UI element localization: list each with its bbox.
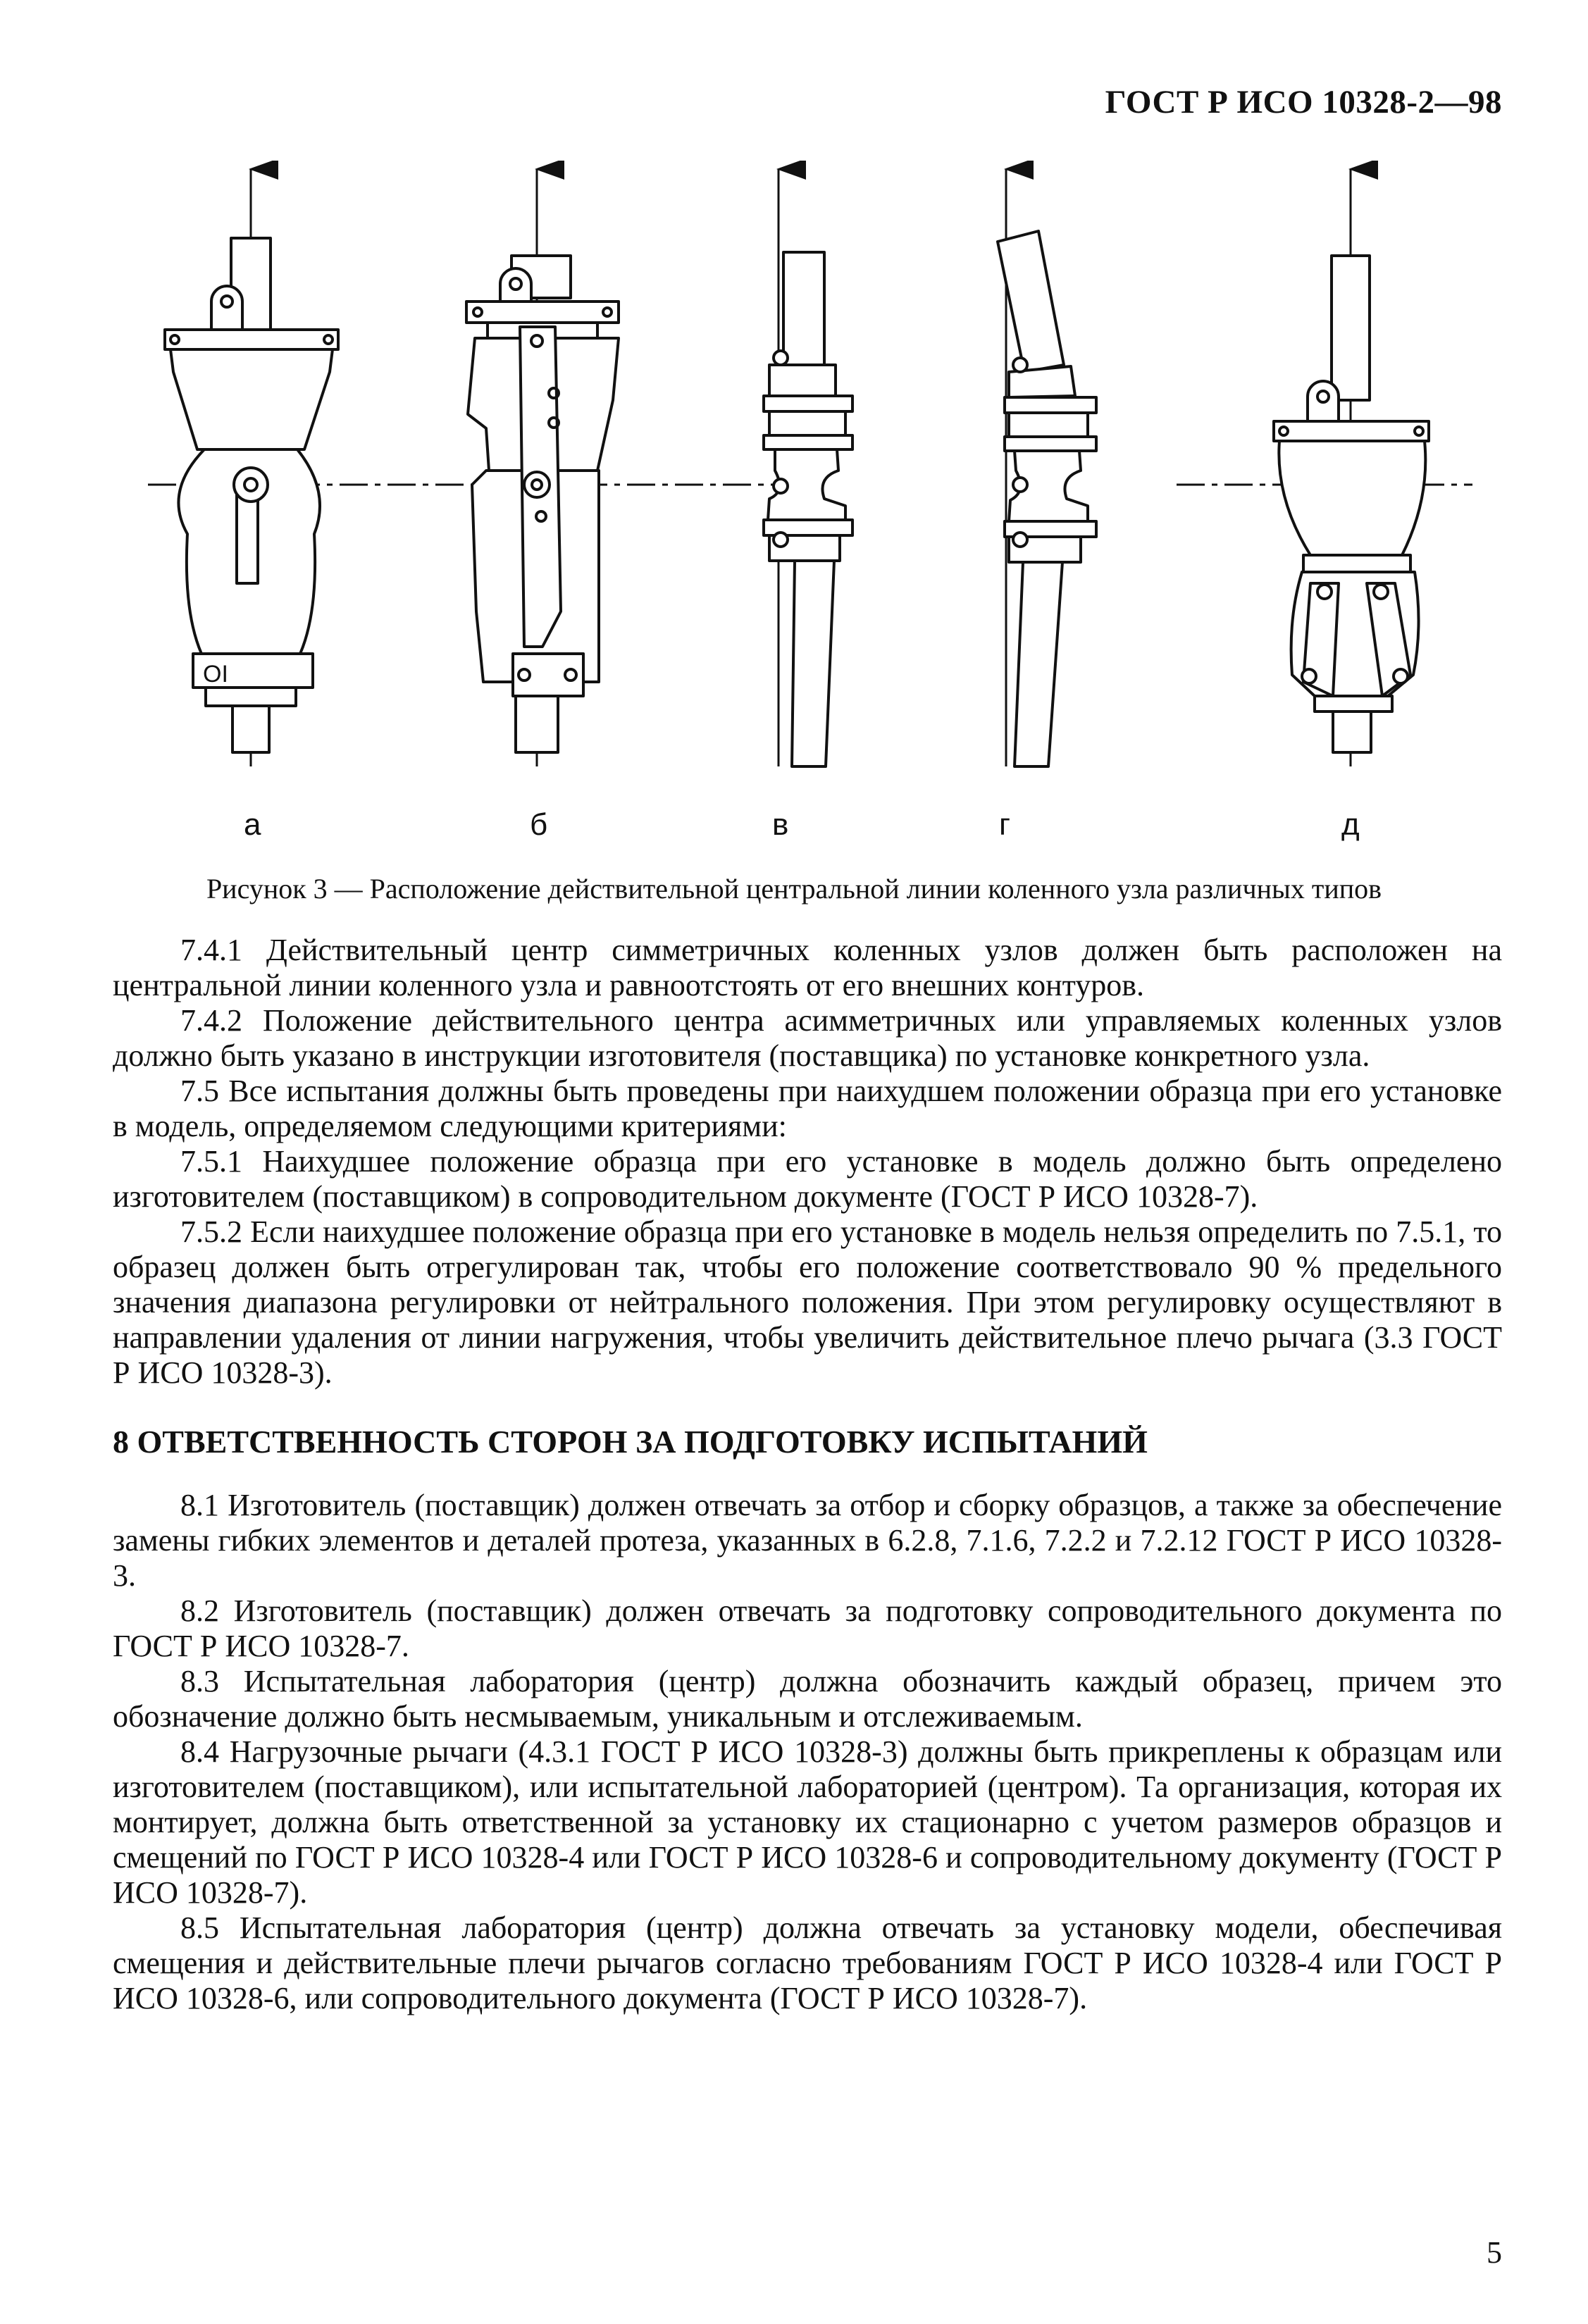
figure-knee-units <box>120 161 1487 872</box>
panel-label-a: а <box>244 807 261 842</box>
panel-label-b: б <box>530 807 548 842</box>
panel-label-d: д <box>1341 807 1360 842</box>
paragraph-8-3: 8.3 Испытательная лаборатория (центр) должна обозначить каждый образец, причем это обозначение должно быть несмываемым, уникальным и отслеживаемым. <box>113 1664 1502 1734</box>
paragraph-8-4: 8.4 Нагрузочные рычаги (4.3.1 ГОСТ Р ИСО 10328-3) должны быть прикреплены к образцам или изготовителем (поставщиком), или испытательной лабораторией (центром). Та организация, которая их монтирует, должна быть ответственной за установку их стационарно с учетом размеров образцов и смещений по ГОСТ Р ИСО 10328-4 или ГОСТ Р ИСО 10328-6 и сопроводительному документу (ГОСТ Р ИСО 10328-7). <box>113 1734 1502 1910</box>
page-number: 5 <box>1487 2235 1502 2270</box>
paragraph-7-4-1: 7.4.1 Действительный центр симметричных коленных узлов должен быть расположен на центральной линии коленного узла и равноотстоять от его внешних контуров. <box>113 933 1502 1002</box>
knee-units-drawing <box>120 161 1487 872</box>
paragraph-7-5-1: 7.5.1 Наихудшее положение образца при его установке в модель должно быть определено изготовителем (поставщиком) в сопроводительном документе (ГОСТ Р ИСО 10328-7). <box>113 1144 1502 1214</box>
paragraph-7-5: 7.5 Все испытания должны быть проведены при наихудшем положении образца при его установке в модель, определяемом следующими критериями: <box>113 1074 1502 1143</box>
knee-unit-b <box>466 169 619 766</box>
paragraph-8-1: 8.1 Изготовитель (поставщик) должен отвечать за отбор и сборку образцов, а также за обеспечение замены гибких элементов и деталей протеза, указанных в 6.2.8, 7.1.6, 7.2.2 и 7.2.12 ГОСТ Р ИСО 10328-3. <box>113 1488 1502 1593</box>
section-heading-8: 8 ОТВЕТСТВЕННОСТЬ СТОРОН ЗА ПОДГОТОВКУ ИСПЫТАНИЙ <box>113 1424 1148 1460</box>
paragraph-7-5-2: 7.5.2 Если наихудшее положение образца при его установке в модель нельзя определить по 7.5.1, то образец должен быть отрегулирован так, чтобы его положение соответствовало 90 % предельного значения диапазона регулировки от нейтрального положения. При этом регулировку осуществляют в направлении удаления от линии нагружения, чтобы увеличить действительное плечо рычага (3.3 ГОСТ Р ИСО 10328-3). <box>113 1214 1502 1390</box>
document-body <box>113 933 1502 2016</box>
knee-unit-v <box>764 169 852 766</box>
paragraph-8-5: 8.5 Испытательная лаборатория (центр) должна отвечать за установку модели, обеспечивая смещения и действительные плечи рычагов согласно требованиям ГОСТ Р ИСО 10328-4 или ГОСТ Р ИСО 10328-6, или сопроводительного документа (ГОСТ Р ИСО 10328-7). <box>113 1910 1502 2015</box>
paragraph-7-4-2: 7.4.2 Положение действительного центра асимметричных или управляемых коленных узлов должно быть указано в инструкции изготовителя (поставщика) по установке конкретного узла. <box>113 1003 1502 1073</box>
knee-unit-a <box>165 169 338 766</box>
document-header: ГОСТ Р ИСО 10328-2—98 <box>1105 84 1502 120</box>
knee-unit-g <box>998 169 1096 766</box>
panel-label-g: г <box>999 807 1011 842</box>
panel-label-v: в <box>772 807 789 842</box>
paragraph-8-2: 8.2 Изготовитель (поставщик) должен отвечать за подготовку сопроводительного документа по ГОСТ Р ИСО 10328-7. <box>113 1593 1502 1663</box>
svg-text:OI: OI <box>203 661 228 688</box>
figure-caption: Рисунок 3 — Расположение действительной центральной линии коленного узла различных типов <box>206 873 1382 905</box>
knee-unit-d <box>1274 169 1429 766</box>
